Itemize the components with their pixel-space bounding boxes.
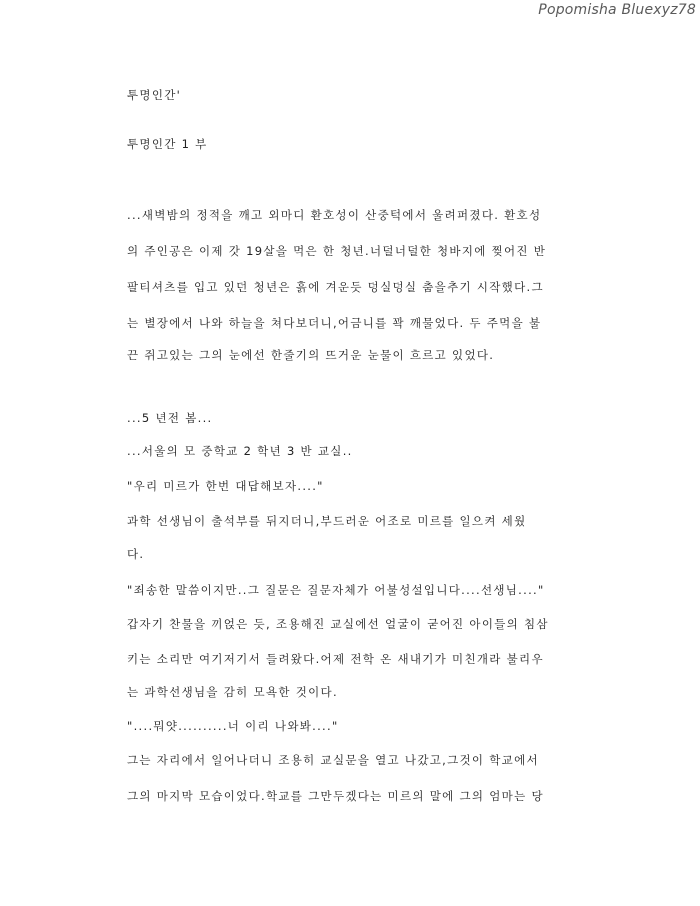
document-subtitle: 투명인간 1 부	[127, 137, 208, 151]
text-line: ...5 년전 봄...	[127, 411, 213, 425]
document-title: 투명인간'	[127, 88, 182, 102]
text-line: 갑자기 찬물을 끼얹은 듯, 조용해진 교실에선 얼굴이 굳어진 아이들의 침삼	[127, 617, 549, 631]
text-line: 는 별장에서 나와 하늘을 쳐다보더니,어금니를 꽉 깨물었다. 두 주먹을 불	[127, 316, 542, 330]
text-line: 팔티셔츠를 입고 있던 청년은 흙에 겨운듯 덩실덩실 춤을추기 시작했다.그	[127, 280, 544, 294]
text-line: 끈 쥐고있는 그의 눈에선 한줄기의 뜨거운 눈물이 흐르고 있었다.	[127, 348, 495, 362]
text-line: "우리 미르가 한번 대답해보자...."	[127, 479, 324, 493]
text-line: 그는 자리에서 일어나더니 조용히 교실문을 열고 나갔고,그것이 학교에서	[127, 753, 539, 767]
text-line: 의 주인공은 이제 갓 19살을 먹은 한 청년.너덜너덜한 청바지에 찢어진 반	[127, 244, 547, 258]
text-line: "죄송한 말씀이지만..그 질문은 질문자체가 어불성설입니다....선생님...."	[127, 583, 545, 597]
text-line: ...서울의 모 중학교 2 학년 3 반 교실..	[127, 444, 353, 458]
text-line: 과학 선생님이 출석부를 뒤지더니,부드러운 어조로 미르를 일으켜 세웠	[127, 514, 527, 528]
watermark: Popomisha Bluexyz78	[538, 2, 696, 18]
text-line: ...새벽밤의 정적을 깨고 외마디 환호성이 산중턱에서 울려퍼졌다. 환호성	[127, 208, 542, 222]
text-line: "....뭐얏..........너 이리 나와봐...."	[127, 719, 339, 733]
text-line: 다.	[127, 547, 145, 561]
text-line: 키는 소리만 여기저기서 들려왔다.어제 전학 온 새내기가 미친개라 불리우	[127, 652, 544, 666]
text-line: 는 과학선생님을 감히 모욕한 것이다.	[127, 685, 338, 699]
text-line: 그의 마지막 모습이었다.학교를 그만두겠다는 미르의 말에 그의 엄마는 당	[127, 789, 544, 803]
